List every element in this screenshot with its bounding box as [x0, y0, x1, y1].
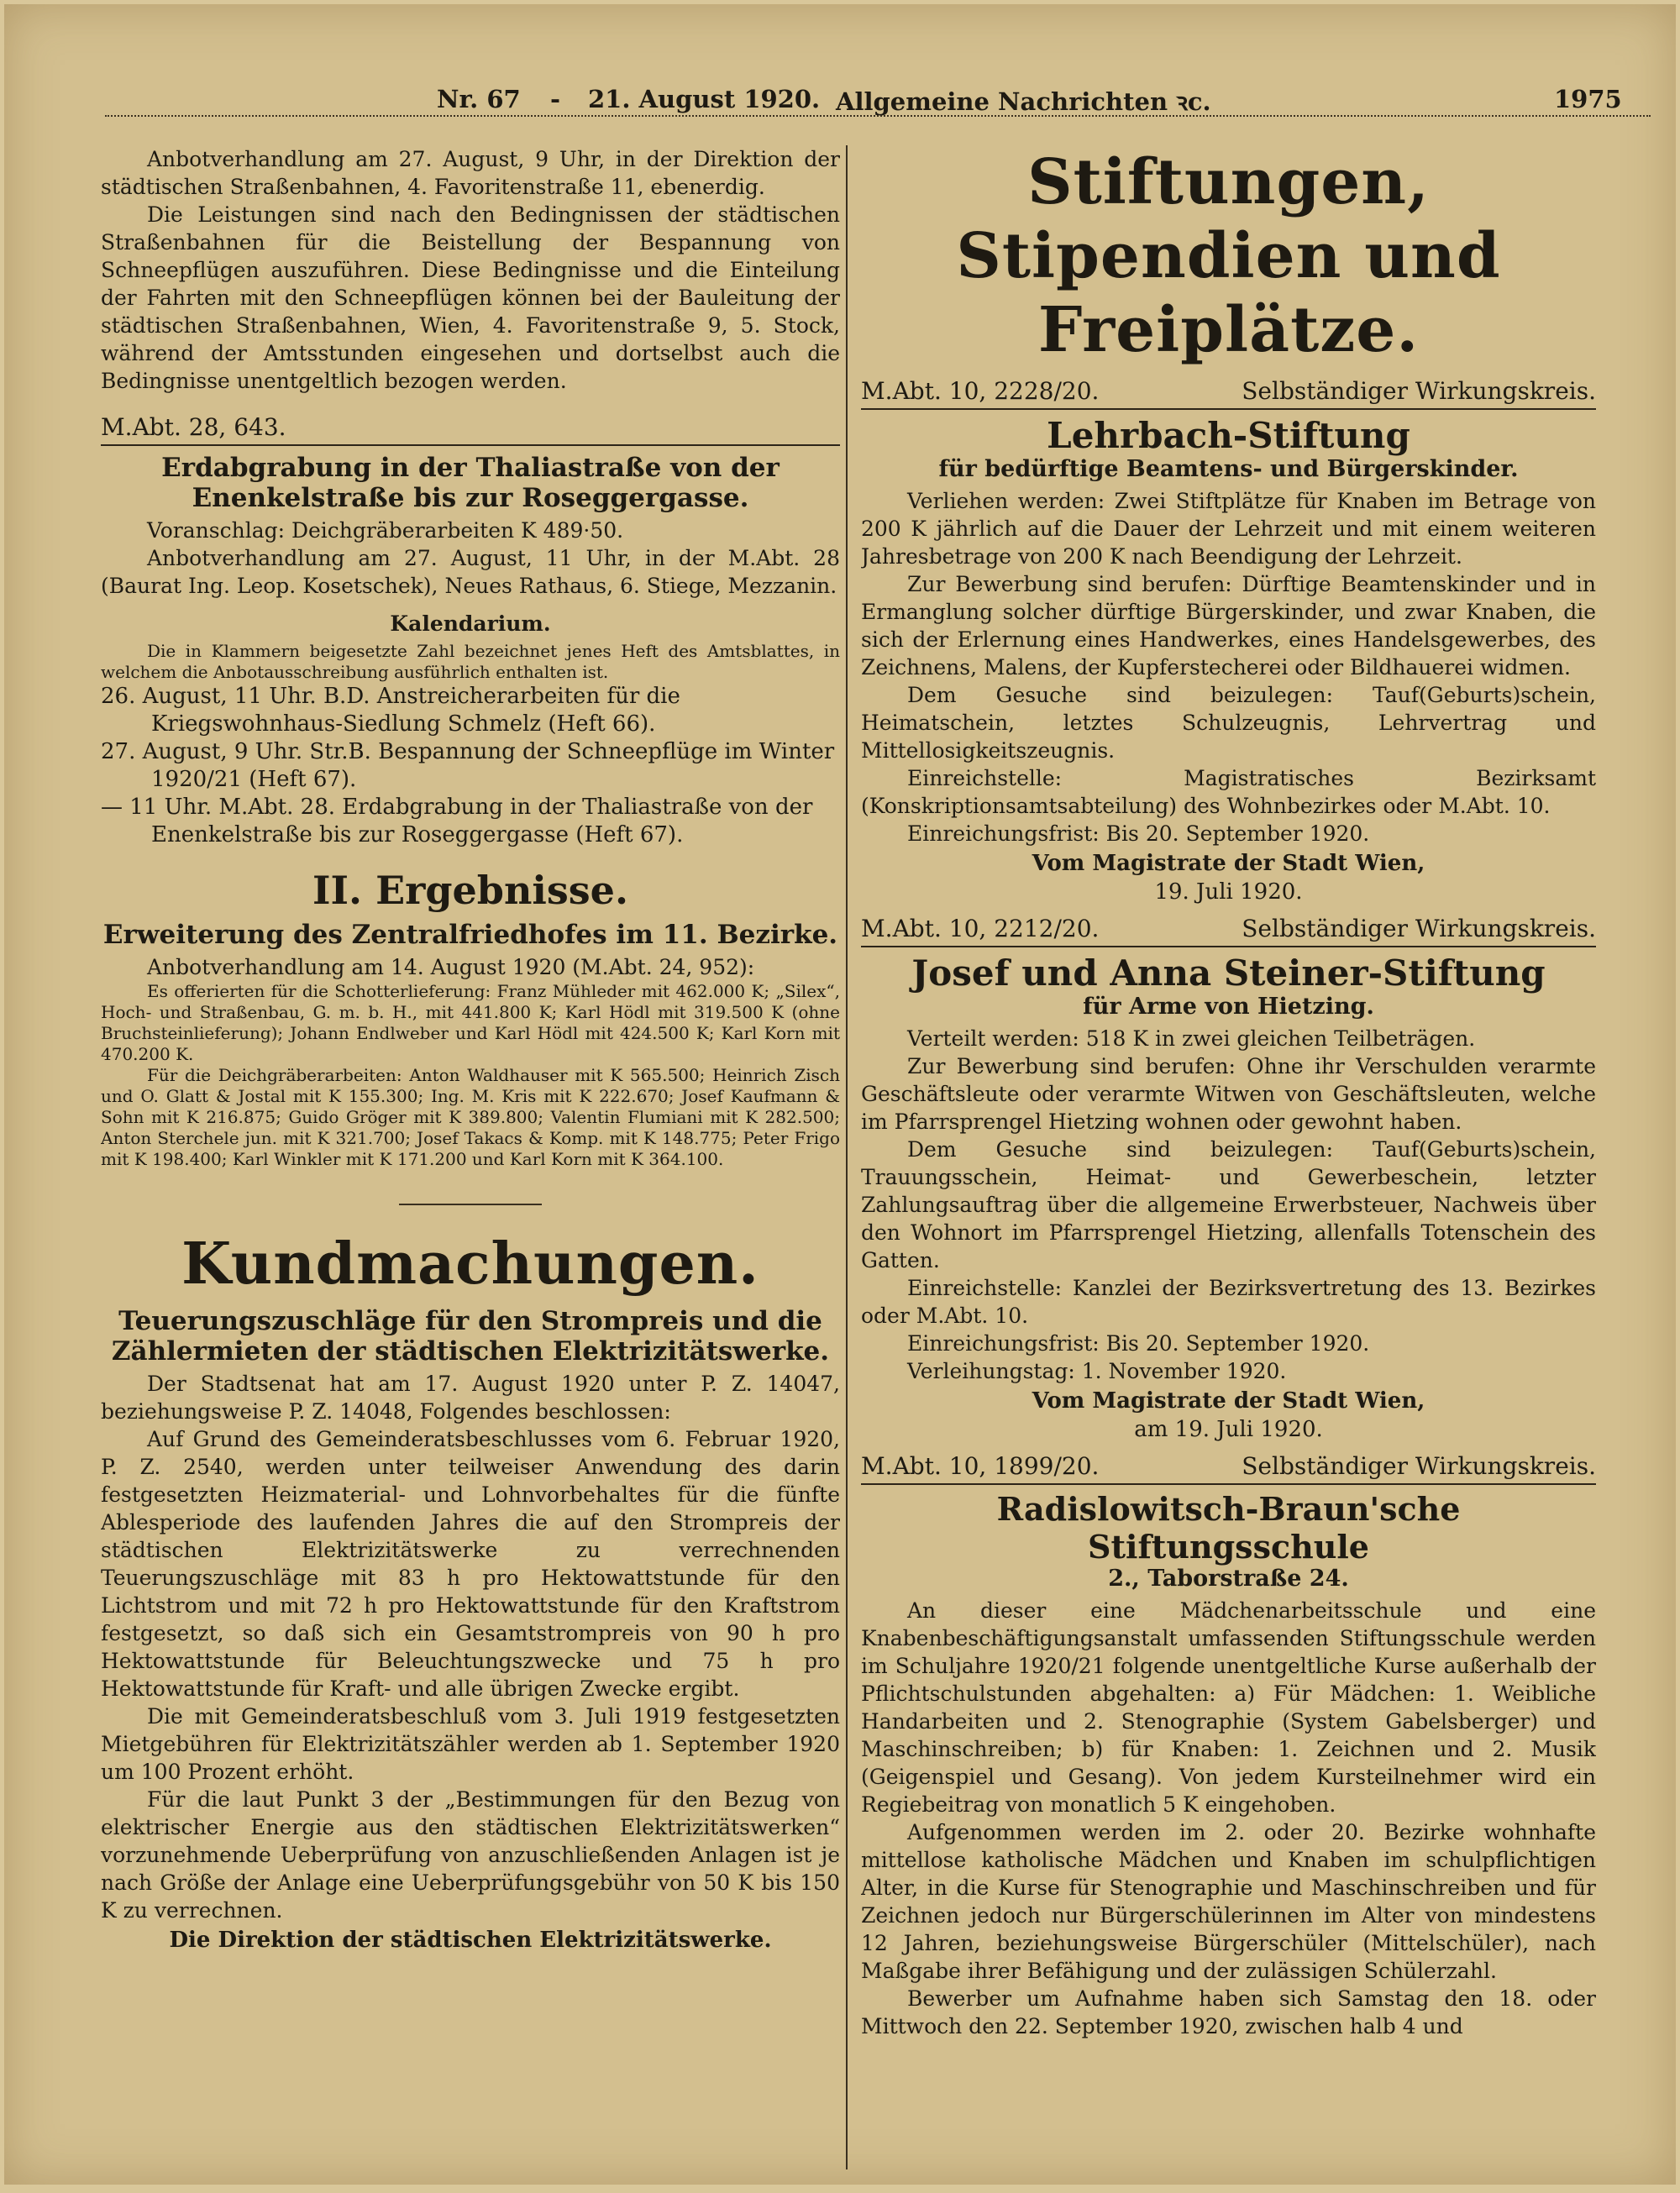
newspaper-page [4, 4, 1676, 2185]
gravel-offers-text: Es offerierten für die Schotterlieferung: Franz Mühleder mit 462.000 K; „Silex“, Hoch- und Straßenbau, G. m. b. H., mit 441.800 K; Karl Hödl mit 319.500 K (ohne Bruchsteinlieferung); Johann Endlweber und Karl Hödl mit 424.500 K; Karl Korn mit 470.200 K. [101, 981, 840, 1064]
excavation-hearing-text: Anbotverhandlung am 27. August, 11 Uhr, in der M.Abt. 28 (Baurat Ing. Leop. Kosetschek), Neues Rathaus, 6. Stiege, Mezzanin. [101, 546, 840, 598]
steiner-title: Josef und Anna Steiner-Stiftung [911, 952, 1546, 994]
left-column [101, 145, 840, 2161]
reference-number: M.Abt. 10, 1899/20. [861, 1452, 1100, 1480]
jurisdiction-label: Selbständiger Wirkungskreis. [1242, 915, 1596, 942]
lehrbach-date: 19. Juli 1920. [1154, 879, 1303, 905]
reference-row [861, 377, 1596, 410]
steiner-text: Einreichstelle: Kanzlei der Bezirksvertretung des 13. Bezirkes oder M.Abt. 10. [861, 1276, 1596, 1328]
steiner-subtitle: für Arme von Hietzing. [1083, 994, 1374, 1020]
tender-conditions-text: Die Leistungen sind nach den Bedingnissen der städtischen Straßenbahnen für die Beistellung der Bespannung von Schneepflügen auszuführen. Diese Bedingnisse und die Einteilung der Fahrten mit den Schneepflügen können bei der Bauleitung der städtischen Straßenbahnen, Wien, 4. Favoritenstraße 9, 5. Stock, während der Amtsstunden eingesehen und dortselbst auch die Bedingnisse unentgeltlich bezogen werden. [101, 202, 840, 393]
kalendarium-title: Kalendarium. [390, 611, 551, 636]
kalendarium-note: Die in Klammern beigesetzte Zahl bezeichnet jenes Heft des Amtsblattes, in welchem die Anbotausschreibung ausführlich enthalten ist. [101, 641, 840, 682]
announcement-text: Auf Grund des Gemeinderatsbeschlusses vom 6. Februar 1920, P. Z. 2540, werden unter teilweiser Anwendung des darin festgesetzten Heizmaterial- und Lohnvorbehaltes für die fünfte Ablesperiode des laufenden Jahres die auf den Strompreis der städtischen Elektrizitätswerke zu verrechnenden Teuerungszuschläge mit 83 h pro Hektowattstunde für den Lichtstrom und mit 72 h pro Hektowattstunde für den Kraftstrom festgesetzt, so daß sich ein Gesamtstrompreis von 90 h pro Hektowattstunde für Beleuchtungszwecke und 75 h pro Hektowattstunde für Kraft- und alle übrigen Zwecke ergibt. [101, 1427, 840, 1701]
school-text: Aufgenommen werden im 2. oder 20. Bezirke wohnhafte mittellose katholische Mädchen und Knaben im schulpflichtigen Alter, in die Kurse für Stenographie und Maschinschreiben und für Zeichnen jedoch nur Bürgerschülerinnen im Alter von mindestens 12 Jahren, beziehungsweise Bürgerschüler (Mittelschüler), nach Maßgabe ihrer Befähigung und der zulässigen Schülerzahl. [861, 1820, 1596, 1983]
results-hearing-text: Anbotverhandlung am 14. August 1920 (M.Abt. 24, 952): [147, 955, 755, 979]
announcements-subtitle: Teuerungszuschläge für den Strompreis und die Zählermieten der städtischen Elektrizitätswerke. [111, 1306, 830, 1367]
section-name: Allgemeine Nachrichten ꝛc. [836, 87, 1211, 116]
lehrbach-title: Lehrbach-Stiftung [1047, 415, 1410, 456]
announcement-signature: Die Direktion der städtischen Elektrizitätswerke. [169, 1928, 772, 1953]
announcement-text: Für die laut Punkt 3 der „Bestimmungen für den Bezug von elektrischer Energie aus den städtischen Elektrizitätswerken“ vorzunehmende Ueberprüfung von anzuschließenden Anlagen ist je nach Größe der Anlage eine Ueberprüfungsgebühr von 50 K bis 150 K zu verrechnen. [101, 1787, 840, 1923]
steiner-text: Verteilt werden: 518 K in zwei gleichen Teilbeträgen. [907, 1026, 1476, 1051]
calendar-entry: 27. August, 9 Uhr. Str.B. Bespannung der Schneepflüge im Winter 1920/21 (Heft 67). [101, 739, 835, 792]
lehrbach-subtitle: für bedürftige Beamtens- und Bürgerskinder. [938, 456, 1519, 482]
steiner-date: am 19. Juli 1920. [1134, 1417, 1323, 1442]
jurisdiction-label: Selbständiger Wirkungskreis. [1242, 1452, 1596, 1480]
reference-number: M.Abt. 10, 2228/20. [861, 377, 1100, 405]
lehrbach-signature: Vom Magistrate der Stadt Wien, [1032, 851, 1425, 876]
tender-hearing-text: Anbotverhandlung am 27. August, 9 Uhr, in der Direktion der städtischen Straßenbahnen, 4. Favoritenstraße 11, ebenerdig. [101, 147, 840, 199]
results-subtitle: Erweiterung des Zentralfriedhofes im 11. Bezirke. [102, 920, 838, 950]
reference-row [861, 915, 1596, 947]
school-text: Bewerber um Aufnahme haben sich Samstag den 18. oder Mittwoch den 22. September 1920, zwischen halb 4 und [861, 1986, 1596, 2038]
section-separator [399, 1204, 542, 1205]
lehrbach-deadline: Einreichungsfrist: Bis 20. September 1920. [907, 821, 1370, 846]
reference-m-abt-28: M.Abt. 28, 643. [101, 413, 840, 446]
right-column [861, 145, 1596, 2161]
foundations-title: Stiftungen, Stipendien und Freiplätze. [956, 146, 1501, 366]
school-title: Radislowitsch-Braun'sche Stiftungsschule [996, 1490, 1461, 1566]
page-number: 1975 [1554, 85, 1622, 113]
estimate-text: Voranschlag: Deichgräberarbeiten K 489·50. [147, 518, 624, 543]
calendar-entry: — 11 Uhr. M.Abt. 28. Erdabgrabung in der Thaliastraße von der Enenkelstraße bis zur Roseggergasse (Heft 67). [101, 795, 813, 847]
steiner-deadline: Einreichungsfrist: Bis 20. September 1920. [907, 1331, 1370, 1356]
reference-number: M.Abt. 10, 2212/20. [861, 915, 1100, 942]
lehrbach-text: Dem Gesuche sind beizulegen: Tauf(Geburts)schein, Heimatschein, letztes Schulzeugnis, Lehrvertrag und Mittellosigkeitszeugnis. [861, 683, 1596, 763]
announcements-title: Kundmachungen. [181, 1230, 759, 1298]
steiner-award-day: Verleihungstag: 1. November 1920. [907, 1359, 1287, 1383]
jurisdiction-label: Selbständiger Wirkungskreis. [1242, 377, 1596, 405]
results-title: II. Ergebnisse. [312, 868, 628, 913]
calendar-entry: 26. August, 11 Uhr. B.D. Anstreicherarbeiten für die Kriegswohnhaus-Siedlung Schmelz (Heft 66). [101, 684, 680, 737]
reference-row [861, 1452, 1596, 1485]
school-address: 2., Taborstraße 24. [1108, 1566, 1349, 1592]
announcement-text: Der Stadtsenat hat am 17. August 1920 unter P. Z. 14047, beziehungsweise P. Z. 14048, Folgendes beschlossen: [101, 1372, 840, 1424]
issue-number: Nr. 67 [437, 85, 521, 113]
lehrbach-text: Zur Bewerbung sind berufen: Dürftige Beamtenskinder und in Ermanglung solcher dürftige Bürgerskinder, und zwar Knaben, die sich der Erlernung eines Handwerkes, eines Handelsgewerbes, des Zeichnens, Malens, der Kupferstecherei oder Bildhauerei widmen. [861, 572, 1596, 679]
steiner-text: Dem Gesuche sind beizulegen: Tauf(Geburts)schein, Trauungsschein, Heimat- und Gewerbeschein, letzter Zahlungsauftrag über die allgemeine Erwerbsteuer, Nachweis über den Wohnort im Pfarrsprengel Hietzing, allenfalls Totenschein des Gatten. [861, 1137, 1596, 1272]
column-divider [846, 145, 848, 2169]
digging-offers-text: Für die Deichgräberarbeiten: Anton Waldhauser mit K 565.500; Heinrich Zisch und O. Glatt & Jostal mit K 155.300; Ing. M. Kris mit K 222.670; Josef Kaufmann & Sohn mit K 216.875; Guido Gröger mit K 389.800; Valentin Flumiani mit K 282.500; Anton Sterchele jun. mit K 321.700; Josef Takacs & Komp. mit K 148.775; Peter Frigo mit K 198.400; Karl Winkler mit K 171.200 und Karl Korn mit K 364.100. [101, 1065, 840, 1169]
header-rule [105, 115, 1651, 117]
school-text: An dieser eine Mädchenarbeitsschule und eine Knabenbeschäftigungsanstalt umfassenden Stiftungsschule werden im Schuljahre 1920/21 folgende unentgeltliche Kurse außerhalb der Pflichtschulstunden abgehalten: a) Für Mädchen: 1. Weibliche Handarbeiten und 2. Stenographie (System Gabelsberger) und Maschinschreiben; b) für Knaben: 1. Zeichnen und 2. Musik (Geigenspiel und Gesang). Von jedem Kursteilnehmer wird ein Regiebeitrag von monatlich 5 K eingehoben. [861, 1598, 1596, 1817]
excavation-title: Erdabgrabung in der Thaliastraße von der Enenkelstraße bis zur Roseggergasse. [161, 453, 780, 513]
steiner-text: Zur Bewerbung sind berufen: Ohne ihr Verschulden verarmte Geschäftsleute oder verarmte Witwen von Geschäftsleuten, welche im Pfarrsprengel Hietzing wohnen oder gewohnt haben. [861, 1054, 1596, 1134]
issue-date: 21. August 1920. [588, 85, 821, 113]
steiner-signature: Vom Magistrate der Stadt Wien, [1032, 1388, 1425, 1414]
header-dash: - [550, 85, 561, 113]
announcement-text: Die mit Gemeinderatsbeschluß vom 3. Juli 1919 festgesetzten Mietgebühren für Elektrizitätszähler werden ab 1. September 1920 um 100 Prozent erhöht. [101, 1704, 840, 1784]
lehrbach-text: Einreichstelle: Magistratisches Bezirksamt (Konskriptionsamtsabteilung) des Wohnbezirkes oder M.Abt. 10. [861, 766, 1596, 818]
page-header [4, 78, 1676, 120]
lehrbach-text: Verliehen werden: Zwei Stiftplätze für Knaben im Betrage von 200 K jährlich auf die Dauer der Lehrzeit und mit einem weiteren Jahresbetrage von 200 K nach Beendigung der Lehrzeit. [861, 489, 1596, 569]
